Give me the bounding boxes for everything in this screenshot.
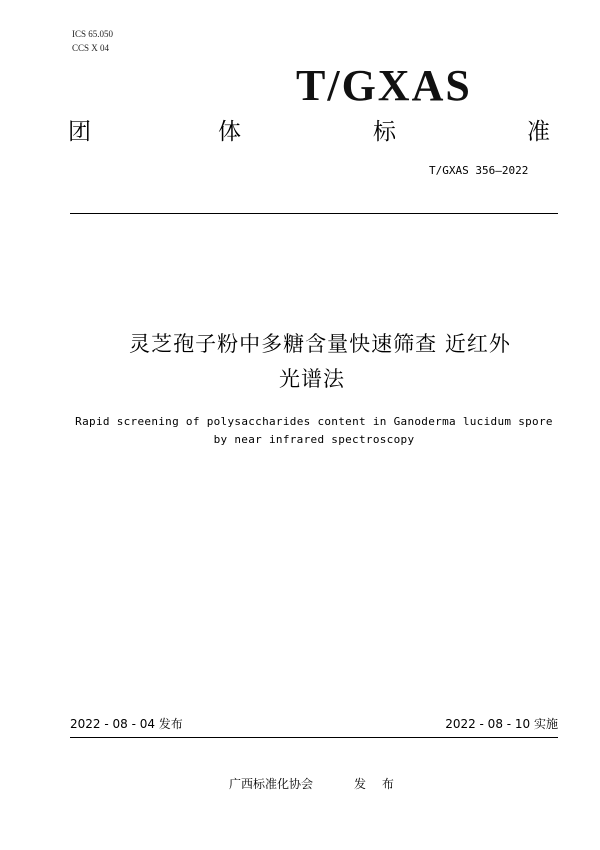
standard-kind-char: 标 <box>373 119 396 145</box>
chinese-title-line-2: 光谱法 <box>279 367 345 391</box>
bottom-divider <box>70 737 558 738</box>
publisher-name: 广西标准化协会 <box>229 777 314 791</box>
english-title-line-2: by near infrared spectroscopy <box>213 433 415 446</box>
chinese-title-line-1: 灵芝孢子粉中多糖含量快速筛查 近红外 <box>129 332 511 356</box>
english-title-line-1: Rapid screening of polysaccharides content in Ganoderma lucidum spore <box>75 415 553 428</box>
ics-code: ICS 65.050 <box>72 29 114 39</box>
publish-label: 发 布 <box>354 777 400 791</box>
standard-logo: T/GXAS <box>296 61 472 110</box>
implementation-date: 2022 - 08 - 10 实施 <box>445 717 558 731</box>
standard-kind-char: 团 <box>68 119 91 145</box>
ccs-code: CCS X 04 <box>72 43 110 53</box>
standard-number: T/GXAS 356—2022 <box>429 164 529 177</box>
top-divider <box>70 213 558 214</box>
standard-kind-char: 准 <box>527 119 550 145</box>
standard-kind-char: 体 <box>218 119 241 145</box>
issue-date: 2022 - 08 - 04 发布 <box>70 717 183 731</box>
